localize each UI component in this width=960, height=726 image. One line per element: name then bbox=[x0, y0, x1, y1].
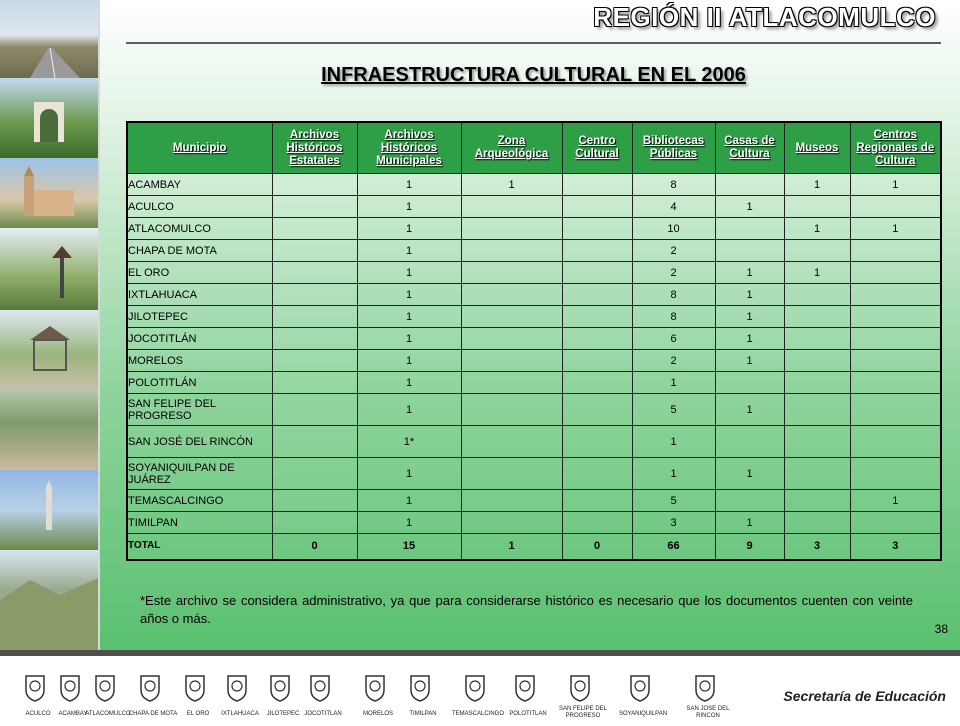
value-cell bbox=[272, 490, 357, 512]
value-cell: 1 bbox=[357, 372, 461, 394]
value-cell: 10 bbox=[632, 218, 715, 240]
photo-plaza bbox=[0, 228, 98, 310]
value-cell: 8 bbox=[632, 284, 715, 306]
value-cell bbox=[272, 394, 357, 426]
value-cell: 1 bbox=[715, 458, 784, 490]
value-cell: 1 bbox=[357, 394, 461, 426]
value-cell: 1 bbox=[632, 372, 715, 394]
municipio-emblem-icon bbox=[267, 672, 293, 698]
total-value-cell: 9 bbox=[715, 534, 784, 560]
value-cell: 1 bbox=[850, 174, 941, 196]
value-cell bbox=[461, 512, 562, 534]
value-cell bbox=[562, 490, 632, 512]
municipio-emblem-icon bbox=[362, 672, 388, 698]
column-header: Centro Cultural bbox=[562, 122, 632, 174]
value-cell: 8 bbox=[632, 306, 715, 328]
total-label: TOTAL bbox=[127, 534, 272, 560]
value-cell bbox=[784, 490, 850, 512]
value-cell bbox=[850, 458, 941, 490]
value-cell bbox=[850, 306, 941, 328]
municipio-emblem-icon bbox=[407, 672, 433, 698]
page-title: INFRAESTRUCTURA CULTURAL EN EL 2006 bbox=[321, 64, 746, 86]
value-cell: 1 bbox=[357, 174, 461, 196]
value-cell bbox=[784, 306, 850, 328]
table-row bbox=[127, 350, 941, 372]
municipio-cell: EL ORO bbox=[127, 262, 272, 284]
total-value-cell: 66 bbox=[632, 534, 715, 560]
municipio-emblem-icon bbox=[224, 672, 250, 698]
municipio-logo-label: ACAMBAY bbox=[58, 711, 88, 717]
total-value-cell: 15 bbox=[357, 534, 461, 560]
value-cell bbox=[461, 240, 562, 262]
column-header: Archivos Históricos Municipales bbox=[357, 122, 461, 174]
value-cell bbox=[272, 512, 357, 534]
value-cell bbox=[562, 218, 632, 240]
photo-tower bbox=[0, 470, 98, 550]
value-cell bbox=[562, 458, 632, 490]
agency-name: Secretaría de Educación bbox=[783, 688, 946, 704]
municipio-cell: TEMASCALCINGO bbox=[127, 490, 272, 512]
column-header: Museos bbox=[784, 122, 850, 174]
footnote: *Este archivo se considera administrativo, ya que para considerarse histórico es necesario que los documentos cuenten con veinte años o más. bbox=[140, 593, 913, 626]
column-header: Centros Regionales de Cultura bbox=[850, 122, 941, 174]
value-cell bbox=[562, 284, 632, 306]
value-cell: 1 bbox=[715, 394, 784, 426]
value-cell bbox=[272, 350, 357, 372]
municipio-emblem-icon bbox=[512, 672, 538, 698]
table-row bbox=[127, 372, 941, 394]
value-cell bbox=[272, 284, 357, 306]
municipio-emblem-icon bbox=[692, 672, 718, 698]
value-cell bbox=[715, 240, 784, 262]
column-header: Archivos Históricos Estatales bbox=[272, 122, 357, 174]
column-header: Zona Arqueológica bbox=[461, 122, 562, 174]
value-cell bbox=[850, 372, 941, 394]
municipio-cell: JILOTEPEC bbox=[127, 306, 272, 328]
column-header: Casas de Cultura bbox=[715, 122, 784, 174]
value-cell: 5 bbox=[632, 490, 715, 512]
municipio-logo-label: IXTLAHUACA bbox=[221, 711, 259, 717]
table-row bbox=[127, 196, 941, 218]
value-cell bbox=[562, 512, 632, 534]
table-row bbox=[127, 394, 941, 426]
value-cell bbox=[272, 218, 357, 240]
municipio-emblem-icon bbox=[462, 672, 488, 698]
value-cell bbox=[461, 218, 562, 240]
municipio-emblem-icon bbox=[22, 672, 48, 698]
municipio-cell: ACAMBAY bbox=[127, 174, 272, 196]
value-cell: 1 bbox=[850, 490, 941, 512]
value-cell bbox=[272, 262, 357, 284]
municipio-cell: POLOTITLÁN bbox=[127, 372, 272, 394]
value-cell bbox=[461, 490, 562, 512]
value-cell bbox=[850, 196, 941, 218]
value-cell: 1 bbox=[632, 458, 715, 490]
total-value-cell: 0 bbox=[272, 534, 357, 560]
value-cell: 1 bbox=[715, 512, 784, 534]
value-cell bbox=[272, 328, 357, 350]
photo-strip bbox=[0, 0, 100, 650]
table-row bbox=[127, 218, 941, 240]
value-cell bbox=[461, 284, 562, 306]
value-cell bbox=[715, 426, 784, 458]
value-cell bbox=[850, 394, 941, 426]
value-cell bbox=[562, 262, 632, 284]
value-cell: 1 bbox=[461, 174, 562, 196]
photo-town bbox=[0, 390, 98, 470]
municipio-emblem-icon bbox=[567, 672, 593, 698]
value-cell: 3 bbox=[632, 512, 715, 534]
total-row bbox=[127, 534, 941, 560]
municipio-logo-label: CHAPA DE MOTA bbox=[128, 711, 178, 717]
value-cell bbox=[272, 306, 357, 328]
municipio-logo-label: ATLACOMULCO bbox=[85, 711, 131, 717]
value-cell: 1 bbox=[357, 512, 461, 534]
table-header-row bbox=[127, 122, 941, 174]
municipio-logo-label: TEMASCALCINGO bbox=[451, 711, 504, 717]
value-cell bbox=[850, 426, 941, 458]
value-cell: 1 bbox=[357, 306, 461, 328]
value-cell bbox=[562, 174, 632, 196]
value-cell bbox=[461, 262, 562, 284]
value-cell: 1* bbox=[357, 426, 461, 458]
municipio-cell: TIMILPAN bbox=[127, 512, 272, 534]
value-cell: 1 bbox=[357, 458, 461, 490]
municipio-emblem-icon bbox=[92, 672, 118, 698]
table-row bbox=[127, 284, 941, 306]
value-cell bbox=[272, 196, 357, 218]
value-cell: 5 bbox=[632, 394, 715, 426]
table-row bbox=[127, 240, 941, 262]
value-cell: 1 bbox=[357, 262, 461, 284]
value-cell bbox=[461, 350, 562, 372]
municipio-logo-label: JILOTEPEC bbox=[266, 711, 300, 717]
value-cell: 1 bbox=[357, 490, 461, 512]
value-cell: 1 bbox=[715, 284, 784, 306]
value-cell bbox=[850, 512, 941, 534]
value-cell bbox=[784, 372, 850, 394]
value-cell bbox=[562, 350, 632, 372]
value-cell bbox=[784, 240, 850, 262]
photo-hills bbox=[0, 550, 98, 650]
value-cell: 1 bbox=[357, 328, 461, 350]
value-cell: 1 bbox=[784, 218, 850, 240]
value-cell bbox=[272, 240, 357, 262]
page-number: 38 bbox=[934, 622, 948, 636]
municipio-cell: SOYANIQUILPAN DE JUÁREZ bbox=[127, 458, 272, 490]
value-cell bbox=[562, 306, 632, 328]
municipio-emblem-icon bbox=[137, 672, 163, 698]
total-value-cell: 1 bbox=[461, 534, 562, 560]
value-cell bbox=[784, 350, 850, 372]
table-row bbox=[127, 426, 941, 458]
value-cell bbox=[784, 512, 850, 534]
value-cell: 2 bbox=[632, 240, 715, 262]
municipio-logo-label: POLOTITLAN bbox=[509, 711, 547, 717]
municipio-logo-label: JOCOTITLAN bbox=[304, 711, 342, 717]
value-cell bbox=[562, 394, 632, 426]
table-row bbox=[127, 262, 941, 284]
column-header: Municipio bbox=[127, 122, 272, 174]
municipio-logo-label: ACULCO bbox=[25, 711, 51, 717]
municipio-logo-label: TIMILPAN bbox=[409, 711, 437, 717]
total-value-cell: 0 bbox=[562, 534, 632, 560]
municipio-logo-label: MORELOS bbox=[362, 711, 393, 717]
value-cell bbox=[461, 372, 562, 394]
municipio-cell: SAN FELIPE DEL PROGRESO bbox=[127, 394, 272, 426]
value-cell bbox=[715, 174, 784, 196]
value-cell bbox=[461, 328, 562, 350]
photo-kiosk bbox=[0, 310, 98, 390]
value-cell bbox=[562, 196, 632, 218]
table-row bbox=[127, 174, 941, 196]
value-cell bbox=[272, 174, 357, 196]
municipio-emblem-icon bbox=[307, 672, 333, 698]
municipio-emblem-icon bbox=[182, 672, 208, 698]
municipio-logo-label: EL ORO bbox=[186, 711, 210, 717]
value-cell bbox=[272, 458, 357, 490]
photo-church bbox=[0, 158, 98, 228]
value-cell bbox=[784, 426, 850, 458]
municipio-emblem-icon bbox=[57, 672, 83, 698]
municipio-logo-label: SOYANIQUILPAN bbox=[618, 711, 668, 717]
value-cell bbox=[272, 426, 357, 458]
municipio-cell: IXTLAHUACA bbox=[127, 284, 272, 306]
total-value-cell: 3 bbox=[850, 534, 941, 560]
value-cell: 2 bbox=[632, 350, 715, 372]
value-cell: 1 bbox=[715, 328, 784, 350]
value-cell bbox=[850, 240, 941, 262]
value-cell bbox=[562, 240, 632, 262]
value-cell: 1 bbox=[357, 218, 461, 240]
municipio-logo-label: SAN JOSE DEL RINCON bbox=[686, 706, 730, 719]
table-row bbox=[127, 490, 941, 512]
value-cell: 1 bbox=[715, 306, 784, 328]
value-cell bbox=[850, 284, 941, 306]
value-cell: 2 bbox=[632, 262, 715, 284]
table-row bbox=[127, 512, 941, 534]
value-cell bbox=[784, 284, 850, 306]
value-cell bbox=[715, 218, 784, 240]
value-cell bbox=[784, 394, 850, 426]
total-value-cell: 3 bbox=[784, 534, 850, 560]
municipio-emblem-icon bbox=[627, 672, 653, 698]
municipio-cell: ATLACOMULCO bbox=[127, 218, 272, 240]
value-cell bbox=[850, 328, 941, 350]
value-cell bbox=[784, 196, 850, 218]
value-cell bbox=[461, 196, 562, 218]
value-cell bbox=[562, 372, 632, 394]
value-cell: 1 bbox=[632, 426, 715, 458]
municipio-cell: SAN JOSÉ DEL RINCÓN bbox=[127, 426, 272, 458]
value-cell bbox=[461, 458, 562, 490]
value-cell: 1 bbox=[784, 174, 850, 196]
value-cell: 8 bbox=[632, 174, 715, 196]
value-cell: 1 bbox=[357, 240, 461, 262]
column-header: Bibliotecas Públicas bbox=[632, 122, 715, 174]
photo-road bbox=[0, 0, 98, 78]
table-row bbox=[127, 306, 941, 328]
value-cell bbox=[715, 490, 784, 512]
municipio-cell: ACULCO bbox=[127, 196, 272, 218]
municipio-logo-label: SAN FELIPE DEL PROGRESO bbox=[558, 706, 608, 719]
culture-infrastructure-table bbox=[126, 121, 942, 561]
value-cell: 1 bbox=[784, 262, 850, 284]
photo-arch bbox=[0, 78, 98, 158]
value-cell bbox=[784, 458, 850, 490]
title-divider bbox=[126, 42, 941, 44]
table-row bbox=[127, 328, 941, 350]
value-cell: 1 bbox=[357, 284, 461, 306]
value-cell bbox=[850, 262, 941, 284]
value-cell: 1 bbox=[715, 196, 784, 218]
value-cell bbox=[715, 372, 784, 394]
value-cell bbox=[784, 328, 850, 350]
value-cell: 1 bbox=[357, 196, 461, 218]
municipio-cell: CHAPA DE MOTA bbox=[127, 240, 272, 262]
value-cell: 1 bbox=[715, 262, 784, 284]
value-cell bbox=[850, 350, 941, 372]
value-cell: 1 bbox=[357, 350, 461, 372]
value-cell bbox=[562, 328, 632, 350]
value-cell: 6 bbox=[632, 328, 715, 350]
value-cell bbox=[272, 372, 357, 394]
municipio-cell: MORELOS bbox=[127, 350, 272, 372]
value-cell: 4 bbox=[632, 196, 715, 218]
footer-bar bbox=[0, 650, 960, 726]
value-cell bbox=[461, 306, 562, 328]
value-cell: 1 bbox=[715, 350, 784, 372]
region-title: REGIÓN II ATLACOMULCO bbox=[593, 2, 936, 32]
value-cell: 1 bbox=[850, 218, 941, 240]
value-cell bbox=[461, 394, 562, 426]
table-row bbox=[127, 458, 941, 490]
value-cell bbox=[461, 426, 562, 458]
municipio-logos bbox=[0, 656, 760, 726]
value-cell bbox=[562, 426, 632, 458]
municipio-cell: JOCOTITLÁN bbox=[127, 328, 272, 350]
